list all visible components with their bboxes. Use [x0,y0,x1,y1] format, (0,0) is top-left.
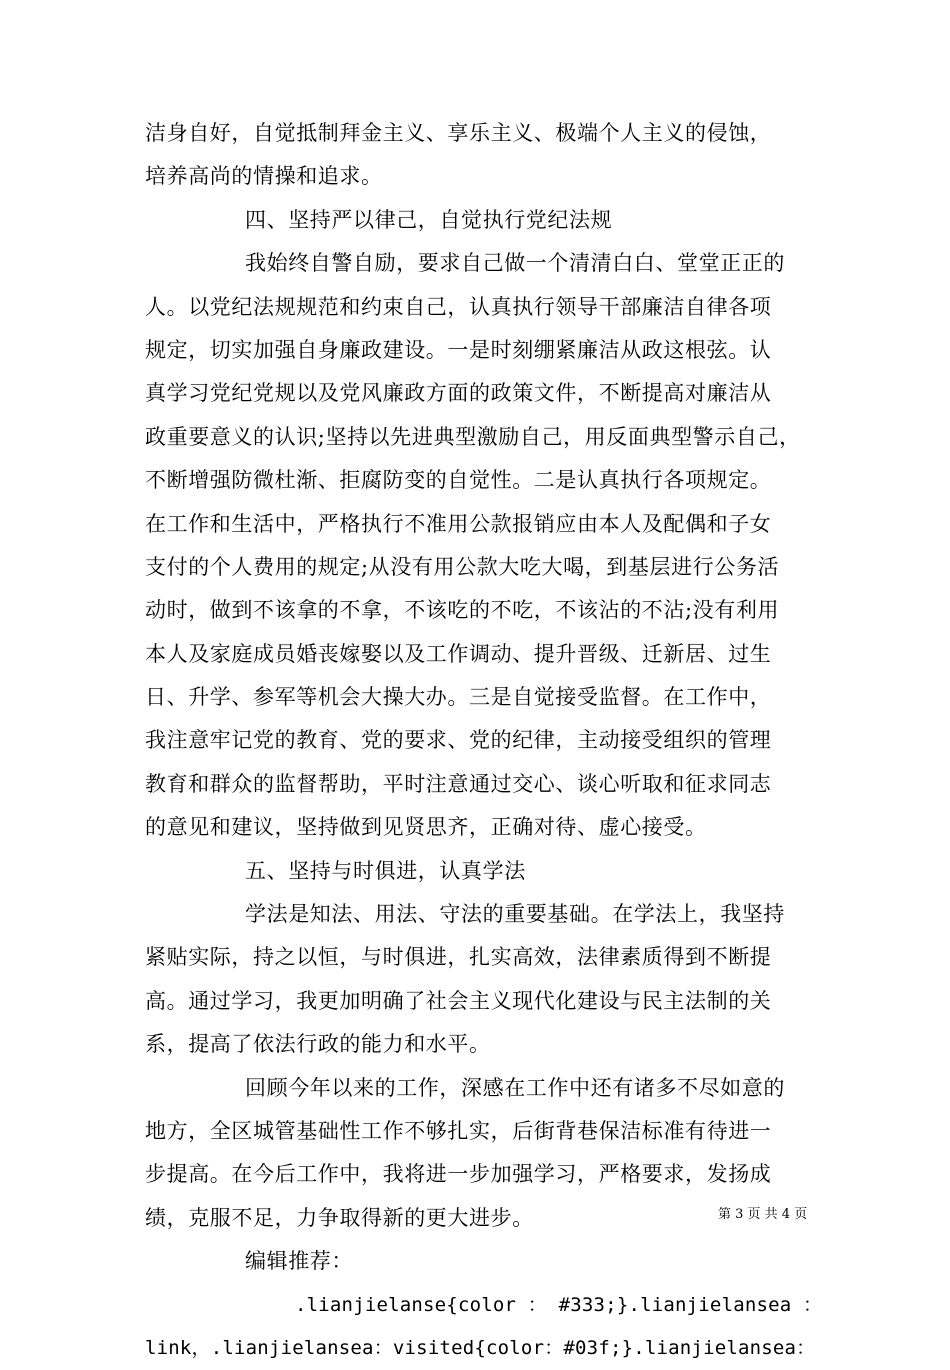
paragraph-line: 人。以党纪法规规范和约束自己，认真执行领导干部廉洁自律各项 [145,294,772,319]
paragraph-line: 教育和群众的监督帮助，平时注意通过交心、谈心听取和征求同志 [145,771,772,796]
page-number-footer: 第 3 页 共 4 页 [718,1207,808,1222]
paragraph-line: 支付的个人费用的规定;从没有用公款大吃大喝，到基层进行公务活 [145,554,780,579]
paragraph-line: 洁身自好，自觉抵制拜金主义、享乐主义、极端个人主义的侵蚀， [145,121,772,145]
paragraph-line: 紧贴实际，持之以恒，与时俱进，扎实高效，法律素质得到不断提 [145,945,772,970]
paragraph-line: 步提高。在今后工作中，我将进一步加强学习，严格要求，发扬成 [145,1162,772,1187]
section-heading-4: 四、坚持严以律己，自觉执行党纪法规 [245,207,613,232]
css-code-line: .lianjielanse{color ： #333;}.lianjielansea ： [295,1293,823,1316]
paragraph-line: 我始终自警自励，要求自己做一个清清白白、堂堂正正的 [245,251,785,276]
paragraph-line: 动时，做到不该拿的不拿，不该吃的不吃，不该沾的不沾;没有利用 [145,598,780,623]
paragraph-line: 本人及家庭成员婚丧嫁娶以及工作调动、提升晋级、迁新居、过生 [145,641,772,666]
paragraph-line: 高。通过学习，我更加明确了社会主义现代化建设与民主法制的关 [145,988,772,1013]
paragraph-line: 学法是知法、用法、守法的重要基础。在学法上，我坚持 [245,902,785,927]
css-code-line: link，.lianjielansea：visited{color：#03f;}.lianjielansea： [145,1336,816,1359]
editor-recommend-label: 编辑推荐： [245,1249,353,1274]
paragraph-line: 政重要意义的认识;坚持以先进典型激励自己，用反面典型警示自己， [145,424,801,449]
paragraph-line: 的意见和建议，坚持做到见贤思齐，正确对待、虚心接受。 [145,815,707,840]
paragraph-line: 规定，切实加强自身廉政建设。一是时刻绷紧廉洁从政这根弦。认 [145,337,772,362]
paragraph-line: 绩，克服不足，力争取得新的更大进步。 [145,1205,534,1230]
paragraph-line: 回顾今年以来的工作，深感在工作中还有诸多不尽如意的 [245,1075,785,1100]
paragraph-line: 地方，全区城管基础性工作不够扎实，后街背巷保洁标准有待进一 [145,1118,772,1143]
paragraph-line: 真学习党纪党规以及党风廉政方面的政策文件，不断提高对廉洁从 [145,381,772,406]
section-heading-5: 五、坚持与时俱进，认真学法 [245,858,526,883]
paragraph-line: 我注意牢记党的教育、党的要求、党的纪律，主动接受组织的管理 [145,728,772,753]
paragraph-line: 培养高尚的情操和追求。 [145,164,383,189]
paragraph-line: 日、升学、参军等机会大操大办。三是自觉接受监督。在工作中， [145,685,772,710]
paragraph-line: 在工作和生活中，严格执行不准用公款报销应由本人及配偶和子女 [145,511,772,536]
paragraph-line: 系，提高了依法行政的能力和水平。 [145,1032,491,1057]
body-text [145,112,823,1370]
paragraph-line: 不断增强防微杜渐、拒腐防变的自觉性。二是认真执行各项规定。 [145,468,772,493]
